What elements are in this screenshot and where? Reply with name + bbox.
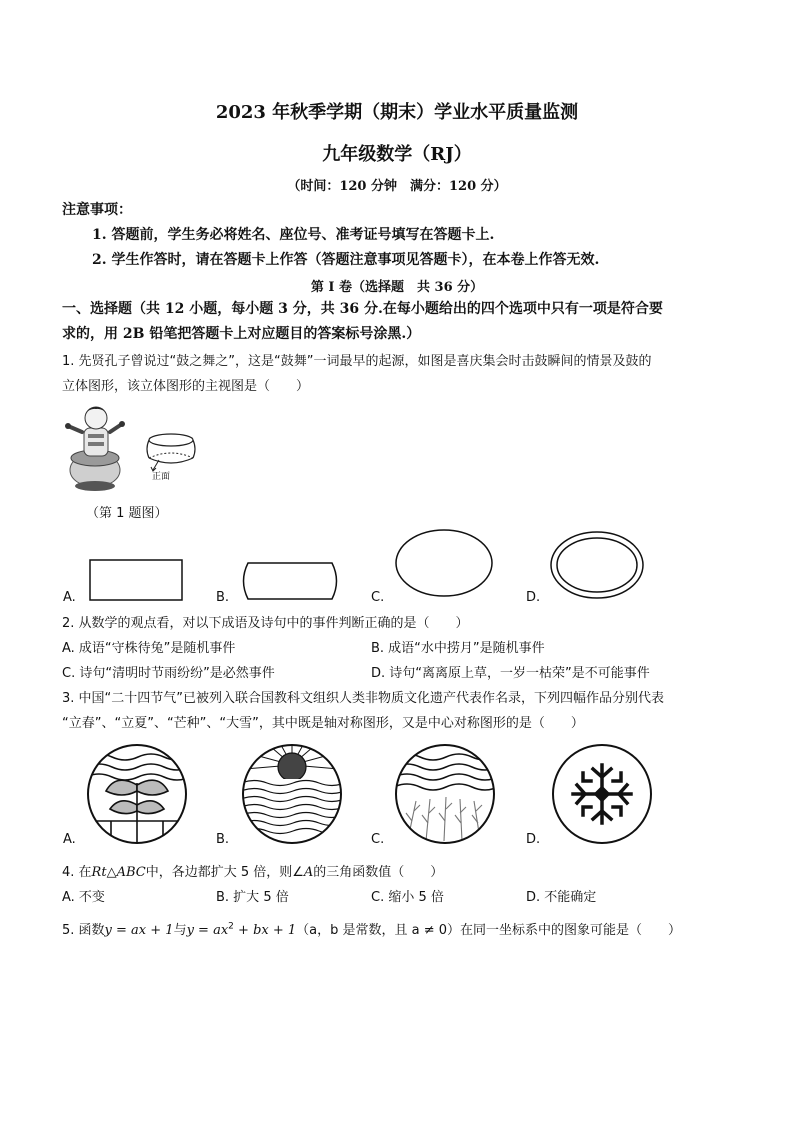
q2-option-d: D. 诗句“离离原上草，一岁一枯荣”是不可能事件 — [371, 666, 650, 681]
q1-option-d-label: D. — [526, 590, 541, 605]
notes-heading: 注意事项： — [62, 202, 132, 218]
q1-option-c-label: C. — [371, 590, 385, 605]
part1-instruction-line1: 一、选择题（共 12 小题，每小题 3 分，共 36 分.在每小题给出的四个选项中只有一项是符合要 — [62, 301, 663, 317]
time-info: （时间：120 分钟 满分：120 分） — [287, 179, 507, 194]
q4-abc: ABC — [116, 865, 146, 880]
q1-option-b-rounded-shape — [238, 562, 342, 602]
q4-mid: 中，各边都扩大 5 倍，则∠ — [145, 865, 304, 880]
q4-option-b: B. 扩大 5 倍 — [216, 890, 289, 905]
q1-option-a-label: A. — [63, 590, 76, 605]
q5-prefix: 5. 函数 — [62, 923, 105, 938]
q3-option-c-label: C. — [371, 832, 385, 847]
q1-option-a-rectangle — [89, 559, 183, 603]
part1-instruction-line2: 求的，用 2B 铅笔把答题卡上对应题目的答案标号涂黑.） — [62, 326, 421, 342]
q3-stem-line1: 3. 中国“二十四节气”已被列入联合国教科文组织人类非物质文化遗产代表作名录，下列四幅作品分别代表 — [62, 691, 665, 706]
q4-option-c: C. 缩小 5 倍 — [371, 890, 444, 905]
q4-suffix: 的三角函数值（ ） — [313, 865, 444, 880]
q2-option-c: C. 诗句“清明时节雨纷纷”是必然事件 — [62, 666, 275, 681]
q3-option-b-summer-sun-image — [241, 743, 343, 845]
q4-rt: Rt — [91, 865, 107, 880]
exam-title: 2023 年秋季学期（期末）学业水平质量监测 — [215, 102, 579, 123]
q1-figure-caption: （第 1 题图） — [86, 506, 168, 521]
q5-condition: （a，b 是常数，且 a ≠ 0）在同一坐标系中的图象可能是（ ） — [296, 923, 682, 938]
q3-option-a-spring-sprout-image — [86, 743, 188, 845]
q4-option-d: D. 不能确定 — [526, 890, 597, 905]
q5-function-2-part-b: + bx + 1 — [233, 923, 297, 938]
q1-option-b-label: B. — [216, 590, 230, 605]
q4-prefix: 4. 在 — [62, 865, 92, 880]
note-item-1: 1. 答题前，学生务必将姓名、座位号、准考证号填写在答题卡上. — [92, 227, 495, 243]
q3-option-b-label: B. — [216, 832, 230, 847]
q2-option-b: B. 成语“水中捞月”是随机事件 — [371, 641, 545, 656]
part1-title: 第 Ⅰ 卷（选择题 共 36 分） — [310, 280, 484, 295]
q5-function-1: y = ax + 1 — [104, 923, 174, 938]
q3-option-c-grain-image — [394, 743, 496, 845]
q5-with: 与 — [173, 923, 187, 938]
q4-option-a: A. 不变 — [62, 890, 105, 905]
drummer-figure — [62, 400, 132, 495]
q4-angle-a: A — [303, 865, 314, 880]
q2-stem: 2. 从数学的观点看，对以下成语及诗句中的事件判断正确的是（ ） — [62, 616, 469, 631]
q4-stem — [62, 861, 443, 880]
q1-option-d-double-ellipse — [549, 530, 645, 602]
q1-stem-line2: 立体图形，该立体图形的主视图是（ ） — [62, 379, 310, 394]
q1-option-c-ellipse — [394, 528, 494, 600]
q3-option-d-snowflake-image — [551, 743, 653, 845]
q3-stem-line2: “立春”、“立夏”、“芒种”、“大雪”，其中既是轴对称图形，又是中心对称图形的是（ ） — [62, 716, 584, 731]
front-view-label: 正面 — [152, 472, 171, 482]
q3-option-a-label: A. — [63, 832, 76, 847]
exam-subtitle: 九年级数学（RJ） — [322, 144, 472, 165]
q2-option-a: A. 成语“守株待兔”是随机事件 — [62, 641, 236, 656]
q5-function-2-part-a: y = ax — [186, 923, 229, 938]
q5-stem — [62, 919, 681, 938]
q3-option-d-label: D. — [526, 832, 541, 847]
q5-exponent: 2 — [228, 921, 234, 932]
q4-triangle-symbol: △ — [106, 865, 117, 880]
note-item-2: 2. 学生作答时，请在答题卡上作答（答题注意事项见答题卡），在本卷上作答无效. — [92, 252, 600, 268]
q1-stem-line1: 1. 先贤孔子曾说过“鼓之舞之”，这是“鼓舞”一词最早的起源，如图是喜庆集会时击鼓瞬间的情景及鼓的 — [62, 354, 652, 369]
